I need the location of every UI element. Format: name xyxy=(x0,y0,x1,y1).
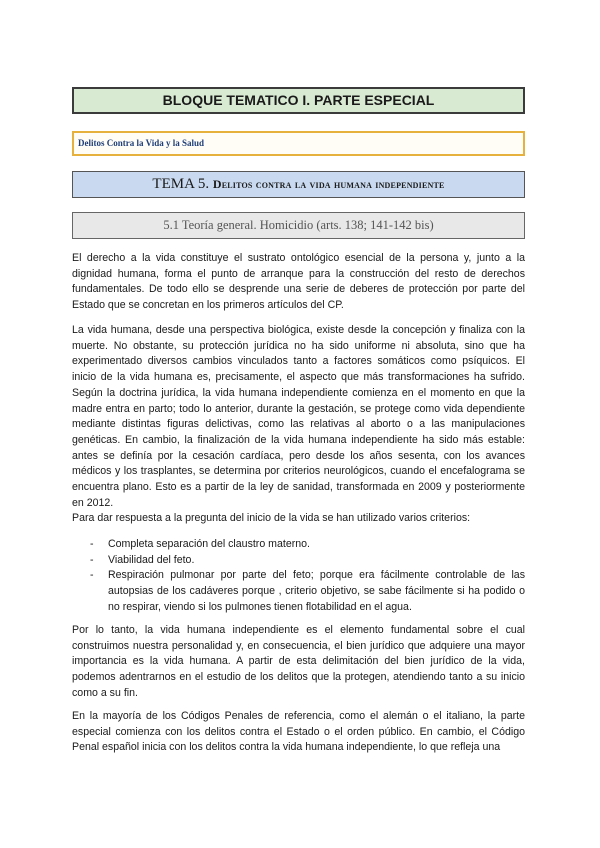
paragraph-3: Para dar respuesta a la pregunta del inicio de la vida se han utilizado varios criterios: xyxy=(72,512,471,524)
paragraph-5: En la mayoría de los Códigos Penales de referencia, como el alemán o el italiano, la parte especial comienza con los delitos contra el Estado o el orden público. En cambio, el Código Penal español inicia con los delitos contra la vida humana independiente, lo que refleja una xyxy=(72,710,525,754)
criteria-list xyxy=(72,537,525,616)
tema-heading xyxy=(72,171,525,198)
list-item: - Completa separación del claustro materno. xyxy=(90,538,310,550)
paragraph-2: La vida humana, desde una perspectiva biológica, existe desde la concepción y finaliza con la muerte. No obstante, su protección jurídica no ha sido uniforme ni absoluta, sino que ha experimentado diversos cambios vinculados tanto a factores somáticos como psíquicos. El inicio de la vida humana es, precisamente, el aspecto que más transformaciones ha sufrido. Según la doctrina jurídica, la vida humana independiente comienza en el momento en que la madre entra en parto; todo lo anterior, durante la gestación, se protege como vida dependiente mediante distintas figuras delictivas, como las relativas al aborto o a las manipulaciones genéticas. En cambio, la finalización de la vida humana independiente ha sido más estable: antes se definía por la cesación cardíaca, pero desde los años sesenta, con los avances médicos y los trasplantes, se determina por criterios neurológicos, cuando el encefalograma se encuentra plano. Esto es a partir de la ley de sanidad, transformada en 2009 y posteriormente en 2012. xyxy=(72,324,525,509)
section-heading: 5.1 Teoría general. Homicidio (arts. 138; 141-142 bis) xyxy=(72,212,525,239)
paragraph-4: Por lo tanto, la vida humana independiente es el elemento fundamental sobre el cual construimos nuestra personalidad y, en consecuencia, el bien jurídico que adquiere una mayor importancia es la vida humana. A partir de esta delimitación del bien jurídico de la vida, podemos adentrarnos en el estudio de los delitos que la protegen, atendiendo tanto a su inicio como a su fin. xyxy=(72,624,525,699)
paragraph-1: El derecho a la vida constituye el sustrato ontológico esencial de la persona y, junto a la dignidad humana, forma el punto de arranque para la construcción del resto de derechos fundamentales. De todo ello se desprende una serie de deberes de protección por parte del Estado que se concretan en los primeros artículos del CP. xyxy=(72,252,525,312)
subtema-heading: Delitos Contra la Vida y la Salud xyxy=(72,131,525,156)
list-item: - Viabilidad del feto. xyxy=(90,553,195,566)
tema-title: Delitos contra la vida humana independiente xyxy=(212,177,445,191)
bloque-heading: BLOQUE TEMATICO I. PARTE ESPECIAL xyxy=(72,87,525,114)
list-item: - Respiración pulmonar por parte del feto; porque era fácilmente controlable de las autopsias de los cadáveres porque , criterio objetivo, se sabe fácilmente si ha podido o no respirar, viendo si los pulmones tienen flotabilidad en el agua. xyxy=(90,569,525,613)
tema-number: TEMA 5. xyxy=(152,176,210,192)
